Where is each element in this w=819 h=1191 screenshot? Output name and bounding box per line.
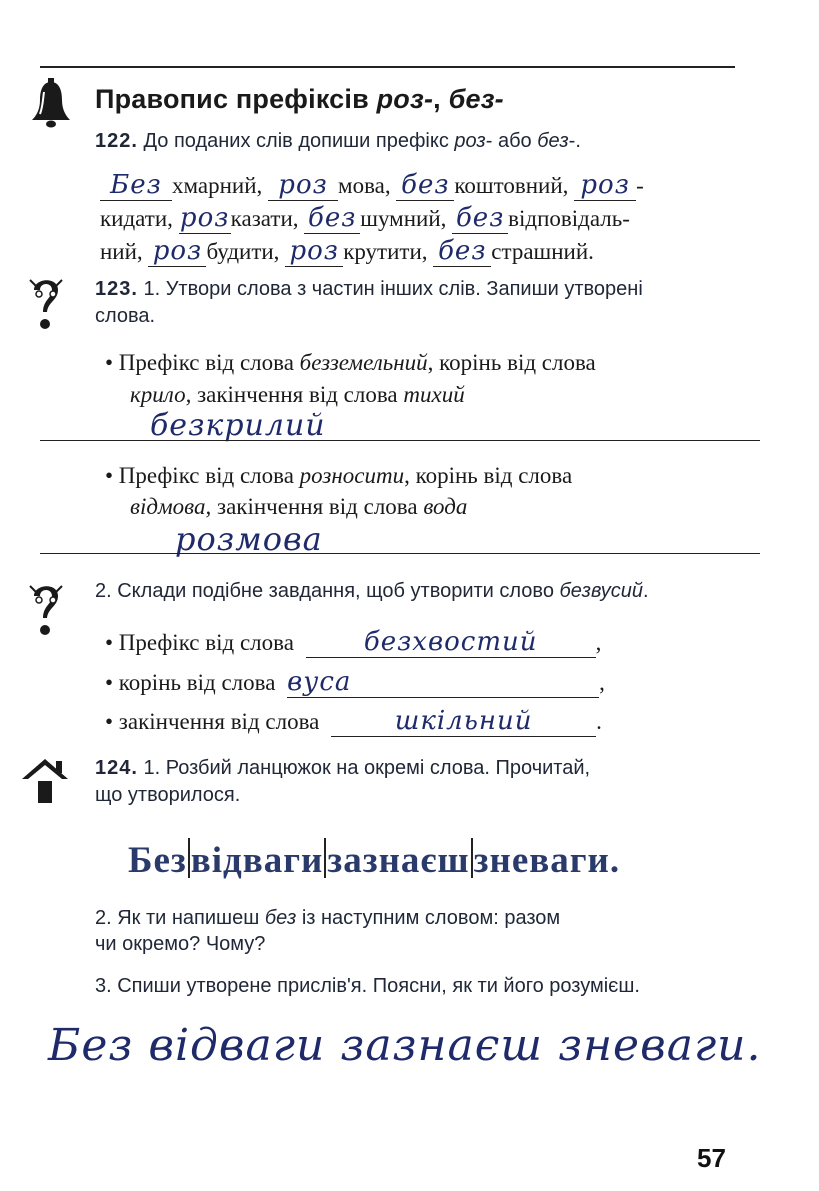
row-prefix: • Префікс від слова безхвостий , (105, 627, 602, 657)
answer-root: вуса (287, 667, 599, 698)
divider-mark (471, 838, 473, 878)
answer-2: розмова (175, 520, 323, 558)
exercise-123-task: 123. 1. Утвори слова з частин інших слів. Запиши утворені (95, 278, 643, 300)
answer-line (40, 553, 760, 554)
answer-1: безкрилий (150, 408, 326, 443)
bullet-1-line-2: крило, закінчення від слова тихий (130, 382, 465, 407)
question-head-icon (26, 578, 66, 640)
exercise-124-task-line-2: що утворилося. (95, 784, 241, 806)
page-number: 57 (697, 1143, 726, 1173)
handwritten-prefix: без (433, 236, 491, 267)
question-2: 2. Як ти напишеш без із наступним словом: разом (95, 907, 561, 929)
exercise-124-task: 124. 1. Розбий ланцюжок на окремі слова. Прочитай, (95, 757, 591, 779)
handwritten-prefix: роз (268, 170, 338, 201)
divider-mark (188, 838, 190, 878)
bullet-2-line-2: відмова, закінчення від слова вода (130, 494, 468, 519)
handwritten-prefix: роз (574, 170, 636, 201)
answer-ending: шкільний (331, 706, 596, 737)
question-head-icon (26, 272, 66, 334)
exercise-122-line-3: ний, роз будити, роз крутити, без страшний. (100, 236, 594, 266)
top-rule (40, 66, 735, 68)
handwritten-prefix: без (396, 170, 454, 201)
question-3: 3. Спиши утворене прислів'я. Поясни, як ти його розумієш. (95, 975, 640, 997)
bell-icon (28, 78, 74, 128)
bullet-1-line-1: • Префікс від слова безземельний, корінь від слова (105, 350, 596, 375)
handwritten-prefix: без (304, 203, 360, 234)
bullet-2-line-1: • Префікс від слова розносити, корінь від слова (105, 463, 573, 488)
exercise-122-line-2: кидати, розказати, без шумний, без відповідаль- (100, 203, 630, 233)
row-ending: • закінчення від слова шкільний . (105, 706, 602, 736)
handwritten-prefix: роз (148, 236, 206, 267)
house-icon (20, 755, 70, 803)
proverb-answer: Без відваги зазнаєш зневаги. (48, 1020, 762, 1071)
answer-prefix: безхвостий (306, 627, 596, 658)
question-2-line-2: чи окремо? Чому? (95, 933, 266, 955)
handwritten-prefix: Без (100, 170, 172, 201)
exercise-123-task-line-2: слова. (95, 305, 156, 327)
handwritten-prefix: без (452, 203, 508, 234)
row-root: • корінь від слова вуса , (105, 667, 605, 697)
handwritten-prefix: роз (285, 236, 343, 267)
handwritten-prefix: роз (179, 203, 230, 233)
exercise-123-task-2: 2. Склади подібне завдання, щоб утворити слово безвусий. (95, 580, 649, 602)
answer-line (40, 440, 760, 441)
page-title: Правопис префіксів роз-, без- (95, 84, 504, 114)
exercise-122-task: 122. До поданих слів допиши префікс роз- або без-. (95, 130, 581, 152)
word-chain: Без відваги зазнаєш зневаги. (128, 840, 621, 881)
exercise-122-line-1: Без хмарний, роз мова, без коштовний, роз - (100, 170, 765, 201)
